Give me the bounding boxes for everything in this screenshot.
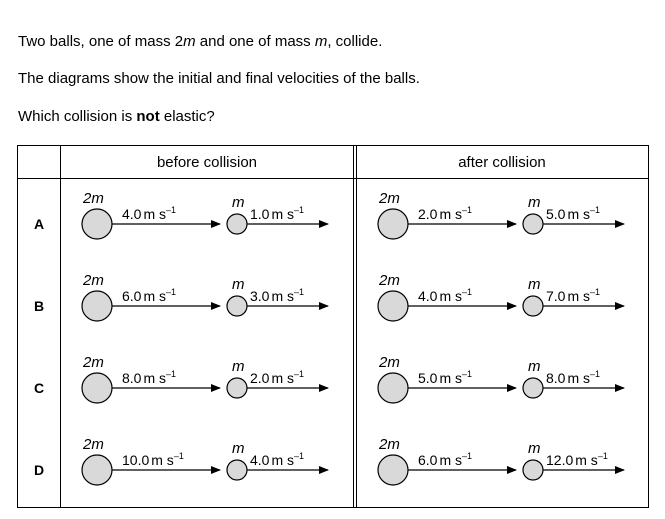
light-velocity-label: 12.0 m $s^{-1}$: [546, 451, 608, 468]
heavy-ball: [378, 373, 408, 403]
light-velocity-label: 2.0 m $s^{-1}$: [250, 369, 305, 386]
heavy-ball: [378, 291, 408, 321]
header-before-collision: before collision: [156, 154, 258, 171]
collision-rows: [34, 190, 624, 485]
row-label: D: [33, 462, 45, 478]
heavy-mass-label: 2m: [83, 436, 104, 453]
heavy-ball: [82, 291, 112, 321]
light-ball: [523, 296, 543, 316]
light-velocity-label: 8.0 m $s^{-1}$: [546, 369, 601, 386]
heavy-velocity-label: 4.0 m $s^{-1}$: [418, 287, 473, 304]
light-velocity-label: 3.0 m $s^{-1}$: [250, 287, 305, 304]
heavy-velocity-label: 6.0 m $s^{-1}$: [418, 451, 473, 468]
heavy-mass-label: 2m: [83, 190, 104, 207]
light-ball: [227, 296, 247, 316]
light-ball: [227, 378, 247, 398]
light-mass-label: m: [232, 358, 245, 375]
heavy-velocity-label: 4.0 m $s^{-1}$: [122, 205, 177, 222]
row-label: B: [33, 298, 45, 314]
heavy-mass-label: 2m: [83, 354, 104, 371]
light-mass-label: m: [528, 440, 541, 457]
before-collision-diagram: [82, 354, 328, 403]
collision-row-b: [34, 272, 624, 321]
heavy-mass-label: 2m: [379, 190, 400, 207]
heavy-velocity-label: 8.0 m $s^{-1}$: [122, 369, 177, 386]
heavy-ball: [378, 209, 408, 239]
heavy-mass-label: 2m: [83, 272, 104, 289]
heavy-mass-label: 2m: [379, 436, 400, 453]
header-after-collision: after collision: [458, 154, 546, 171]
heavy-ball: [82, 209, 112, 239]
question-line-1: Two balls, one of mass 2m and one of mass m, collide.: [18, 33, 383, 50]
before-collision-diagram: [82, 190, 328, 239]
light-mass-label: m: [528, 358, 541, 375]
after-collision-diagram: [378, 272, 624, 321]
after-collision-diagram: [378, 190, 624, 239]
question-line-2: The diagrams show the initial and final velocities of the balls.: [18, 70, 420, 87]
light-mass-label: m: [528, 194, 541, 211]
after-collision-diagram: [378, 354, 624, 403]
heavy-mass-label: 2m: [379, 272, 400, 289]
light-velocity-label: 1.0 m $s^{-1}$: [250, 205, 305, 222]
light-velocity-label: 7.0 m $s^{-1}$: [546, 287, 601, 304]
light-ball: [523, 214, 543, 234]
after-collision-diagram: [378, 436, 624, 485]
heavy-mass-label: 2m: [379, 354, 400, 371]
light-mass-label: m: [232, 194, 245, 211]
heavy-velocity-label: 6.0 m $s^{-1}$: [122, 287, 177, 304]
collision-row-c: [34, 354, 624, 403]
heavy-ball: [378, 455, 408, 485]
before-collision-diagram: [82, 272, 328, 321]
heavy-velocity-label: 5.0 m $s^{-1}$: [418, 369, 473, 386]
row-label: A: [33, 216, 45, 232]
question-line-3: Which collision is not elastic?: [18, 108, 215, 125]
light-velocity-label: 4.0 m $s^{-1}$: [250, 451, 305, 468]
heavy-ball: [82, 455, 112, 485]
light-velocity-label: 5.0 m $s^{-1}$: [546, 205, 601, 222]
light-ball: [227, 214, 247, 234]
light-ball: [227, 460, 247, 480]
light-ball: [523, 460, 543, 480]
collision-row-d: [34, 436, 624, 485]
light-mass-label: m: [232, 440, 245, 457]
light-mass-label: m: [232, 276, 245, 293]
light-ball: [523, 378, 543, 398]
before-collision-diagram: [82, 436, 328, 485]
heavy-velocity-label: 2.0 m $s^{-1}$: [418, 205, 473, 222]
heavy-velocity-label: 10.0 m $s^{-1}$: [122, 451, 184, 468]
collision-row-a: [34, 190, 624, 239]
heavy-ball: [82, 373, 112, 403]
light-mass-label: m: [528, 276, 541, 293]
row-label: C: [33, 380, 45, 396]
